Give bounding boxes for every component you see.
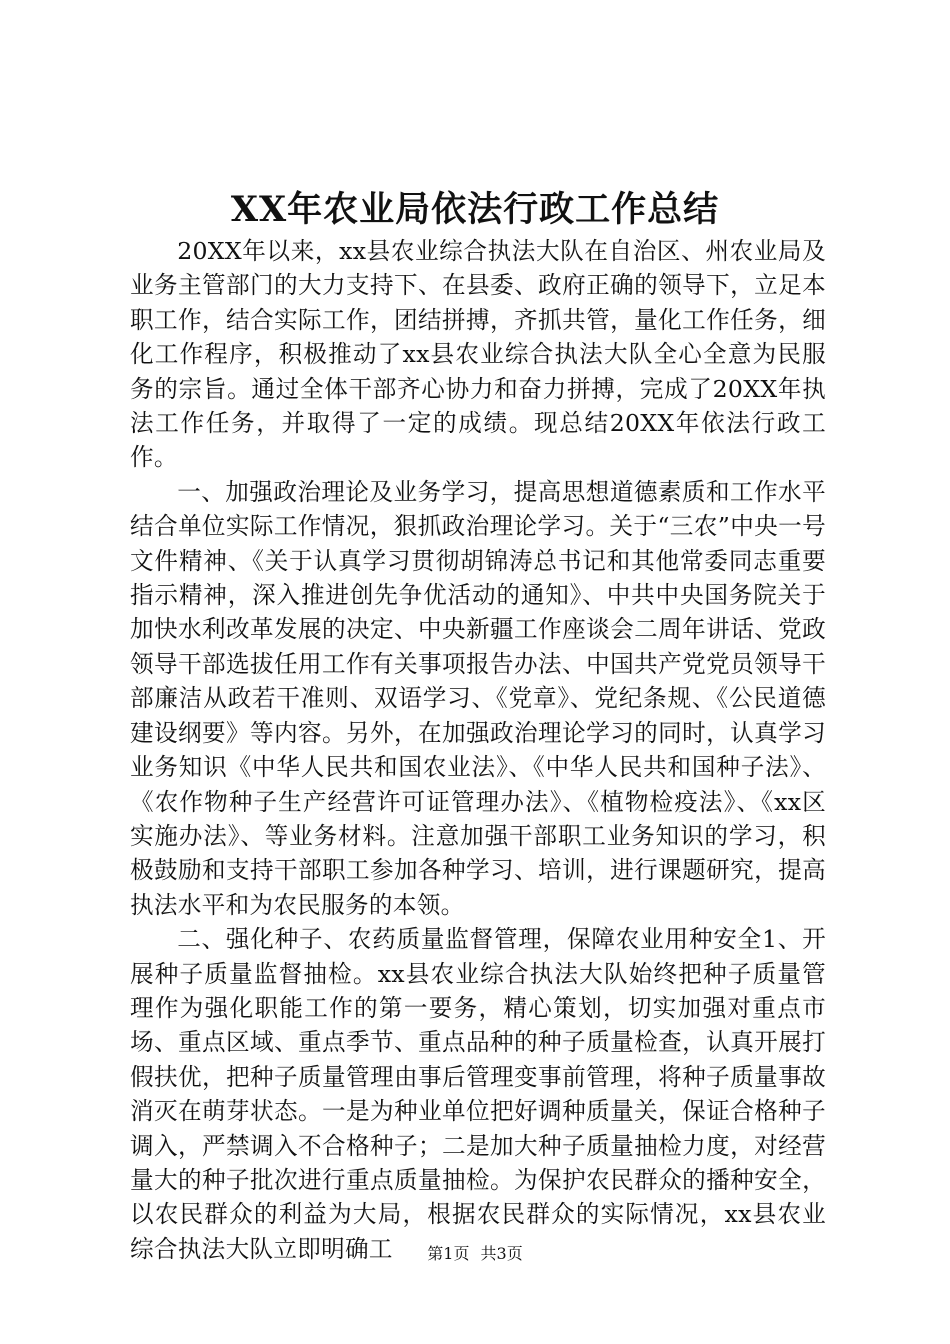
document-body [130,234,826,1266]
page-footer [0,1244,950,1264]
paragraph-section-1: 一、加强政治理论及业务学习，提高思想道德素质和工作水平结合单位实际工作情况，狠抓政治理论学习。关于“三农”中央一号文件精神、《关于认真学习贯彻胡锦涛总书记和其他常委同志重要指示精神，深入推进创先争优活动的通知》、中共中央国务院关于加快水利改革发展的决定、中央新疆工作座谈会二周年讲话、党政领导干部选拔任用工作有关事项报告办法、中国共产党党员领导干部廉洁从政若干准则、双语学习、《党章》、党纪条规、《公民道德建设纲要》等内容。另外，在加强政治理论学习的同时，认真学习业务知识《中华人民共和国农业法》、《中华人民共和国种子法》、《农作物种子生产经营许可证管理办法》、《植物检疫法》、《xx区实施办法》、等业务材料。注意加强干部职工业务知识的学习，积极鼓励和支持干部职工参加各种学习、培训，进行课题研究，提高执法水平和为农民服务的本领。 [130,477,826,919]
page-number: 第1页 [427,1244,470,1263]
page-total: 共3页 [480,1244,523,1263]
paragraph-section-2: 二、强化种子、农药质量监督管理，保障农业用种安全1、开展种子质量监督抽检。xx县农业综合执法大队始终把种子质量管理作为强化职能工作的第一要务，精心策划，切实加强对重点市场、重点区域、重点季节、重点品种的种子质量检查，认真开展打假扶优，把种子质量管理由事后管理变事前管理，将种子质量事故消灭在萌芽状态。一是为种业单位把好调种质量关，保证合格种子调入，严禁调入不合格种子；二是加大种子质量抽检力度，对经营量大的种子批次进行重点质量抽检。为保护农民群众的播种安全，以农民群众的利益为大局，根据农民群众的实际情况，xx县农业综合执法大队立即明确工 [130,925,826,1263]
paragraph-intro: 20XX年以来，xx县农业综合执法大队在自治区、州农业局及业务主管部门的大力支持下、在县委、政府正确的领导下，立足本职工作，结合实际工作，团结拼搏，齐抓共管，量化工作任务，细化工作程序，积极推动了xx县农业综合执法大队全心全意为民服务的宗旨。通过全体干部齐心协力和奋力拼搏，完成了20XX年执法工作任务，并取得了一定的成绩。现总结20XX年依法行政工作。 [130,237,826,472]
document-title: XX年农业局依法行政工作总结 [230,189,720,230]
